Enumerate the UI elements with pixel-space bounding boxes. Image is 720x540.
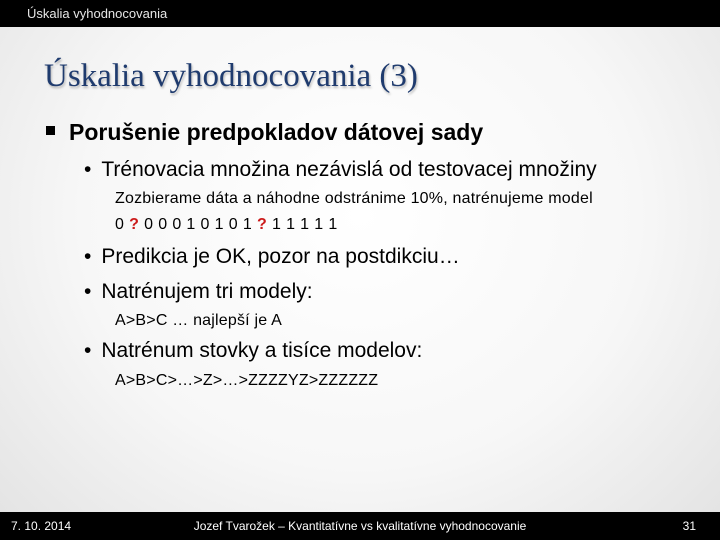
- slide-title: Úskalia vyhodnocovania (3): [44, 58, 418, 94]
- bit-sequence: [115, 216, 343, 234]
- bit: 1: [186, 216, 196, 233]
- section-title: Úskalia vyhodnocovania: [27, 6, 168, 21]
- sub-bullet-text: Predikcia je OK, pozor na postdikciu…: [101, 245, 460, 268]
- bullet-level1: [46, 119, 483, 146]
- bullet-dot-icon: •: [84, 245, 92, 268]
- bullet-text: Porušenie predpokladov dátovej sady: [69, 119, 484, 145]
- bit: 1: [242, 216, 252, 233]
- sub-bullet-3: [84, 280, 313, 304]
- footer-date: 7. 10. 2014: [11, 519, 72, 533]
- detail-2: A>B>C … najlepší je A: [115, 312, 282, 329]
- page-number: 31: [682, 519, 696, 533]
- missing-bit: ?: [129, 216, 140, 233]
- header-bar: [0, 0, 720, 27]
- bit: 1: [328, 216, 338, 233]
- bit: 0: [200, 216, 210, 233]
- bit: 0: [172, 216, 182, 233]
- bullet-dot-icon: •: [84, 339, 92, 362]
- detail-1: Zozbierame dáta a náhodne odstránime 10%, natrénujeme model: [115, 190, 593, 207]
- sub-bullet-2: [84, 245, 460, 269]
- sub-bullet-text: Natrénujem tri modely:: [101, 280, 313, 303]
- bullet-dot-icon: •: [84, 158, 92, 181]
- square-bullet-icon: [46, 126, 55, 135]
- footer-author: Jozef Tvarožek – Kvantitatívne vs kvalitatívne vyhodnocovanie: [193, 519, 527, 533]
- bit: 0: [228, 216, 238, 233]
- detail-3: A>B>C>…>Z>…>ZZZZYZ>ZZZZZZ: [115, 372, 379, 389]
- footer-bar: [0, 512, 720, 540]
- bullet-dot-icon: •: [84, 280, 92, 303]
- bit: 1: [271, 216, 282, 233]
- bit: 1: [300, 216, 310, 233]
- bit: 0: [144, 216, 154, 233]
- bit: 1: [286, 216, 296, 233]
- sub-bullet-1: [84, 158, 597, 182]
- sub-bullet-4: [84, 339, 422, 363]
- bit: 0: [158, 216, 168, 233]
- sub-bullet-text: Trénovacia množina nezávislá od testovacej množiny: [101, 158, 597, 181]
- sub-bullet-text: Natrénum stovky a tisíce modelov:: [101, 339, 423, 362]
- bit: 1: [314, 216, 324, 233]
- bit: 0: [115, 216, 125, 233]
- bit: 1: [214, 216, 224, 233]
- missing-bit: ?: [256, 216, 267, 233]
